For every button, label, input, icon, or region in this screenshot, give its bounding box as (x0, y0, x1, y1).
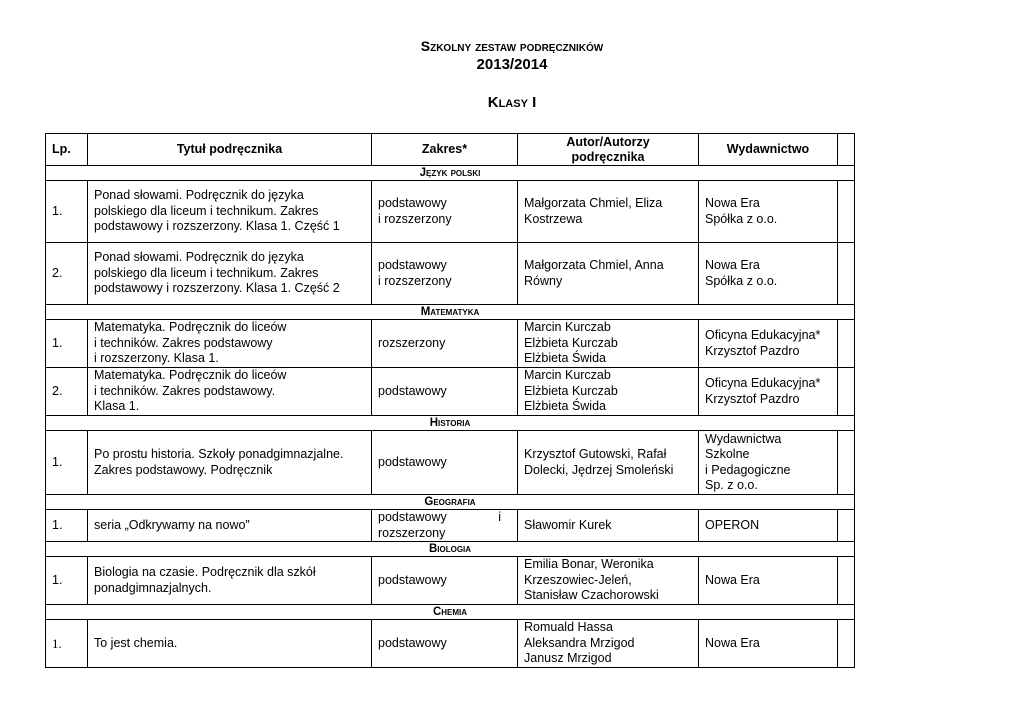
book-title: seria „Odkrywamy na nowo” (88, 510, 372, 542)
school-year: 2013/2014 (476, 56, 548, 73)
book-publisher: Oficyna Edukacyjna* Krzysztof Pazdro (699, 368, 838, 416)
book-scope: rozszerzony (372, 320, 518, 368)
empty-cell (838, 620, 855, 668)
book-publisher: Wydawnictwa Szkolne i Pedagogiczne Sp. z o.o. (699, 431, 838, 495)
section-label: Język polski (46, 166, 855, 181)
section-label: Geografia (46, 495, 855, 510)
table-row (46, 243, 855, 305)
book-scope: podstawowy (372, 368, 518, 416)
book-scope: podstawowy (372, 620, 518, 668)
book-title: Ponad słowami. Podręcznik do języka polskiego dla liceum i technikum. Zakres podstawowy i rozszerzony. Klasa 1. Część 2 (88, 243, 372, 305)
book-scope: podstawowy (372, 431, 518, 495)
book-title: Ponad słowami. Podręcznik do języka polskiego dla liceum i technikum. Zakres podstawowy i rozszerzony. Klasa 1. Część 1 (88, 181, 372, 243)
book-scope: podstawowy i rozszerzony (372, 510, 518, 542)
empty-cell (838, 368, 855, 416)
book-author: Sławomir Kurek (518, 510, 699, 542)
empty-cell (838, 510, 855, 542)
book-author: Romuald Hassa Aleksandra Mrzigod Janusz Mrzigod (518, 620, 699, 668)
section-row-polish (46, 166, 855, 181)
row-number: 1. (46, 320, 88, 368)
table-row (46, 510, 855, 542)
column-header-publisher: Wydawnictwo (699, 134, 838, 166)
empty-cell (838, 181, 855, 243)
book-title: Matematyka. Podręcznik do liceów i techników. Zakres podstawowy i rozszerzony. Klasa 1. (88, 320, 372, 368)
book-publisher: Oficyna Edukacyjna* Krzysztof Pazdro (699, 320, 838, 368)
section-label: Biologia (46, 542, 855, 557)
section-row-chemistry (46, 605, 855, 620)
textbook-table (45, 133, 855, 668)
section-row-geography (46, 495, 855, 510)
empty-cell (838, 320, 855, 368)
book-author: Marcin Kurczab Elżbieta Kurczab Elżbieta Świda (518, 320, 699, 368)
section-row-biology (46, 542, 855, 557)
table-row (46, 181, 855, 243)
table-header-row (46, 134, 855, 166)
empty-column (838, 134, 855, 166)
table-row (46, 368, 855, 416)
book-title: Biologia na czasie. Podręcznik dla szkół ponadgimnazjalnych. (88, 557, 372, 605)
empty-cell (838, 243, 855, 305)
section-label: Historia (46, 416, 855, 431)
row-number: 1. (46, 557, 88, 605)
book-author: Emilia Bonar, Weronika Krzeszowiec-Jeleń, Stanisław Czachorowski (518, 557, 699, 605)
book-title: To jest chemia. (88, 620, 372, 668)
table-row (46, 620, 855, 668)
empty-cell (838, 431, 855, 495)
column-header-author-text: Autor/Autorzy podręcznika (566, 134, 650, 164)
row-number: 1. (46, 620, 88, 668)
book-scope: podstawowy i rozszerzony (372, 243, 518, 305)
book-author: Krzysztof Gutowski, Rafał Dolecki, Jędrzej Smoleński (518, 431, 699, 495)
row-number: 2. (46, 368, 88, 416)
book-publisher: Nowa Era (699, 620, 838, 668)
row-number: 1. (46, 181, 88, 243)
book-publisher: Nowa Era (699, 557, 838, 605)
table-row (46, 320, 855, 368)
section-label: Chemia (46, 605, 855, 620)
row-number: 1. (46, 431, 88, 495)
row-number: 1. (46, 510, 88, 542)
book-publisher: OPERON (699, 510, 838, 542)
book-publisher: Nowa Era Spółka z o.o. (699, 243, 838, 305)
table-row (46, 557, 855, 605)
book-publisher: Nowa Era Spółka z o.o. (699, 181, 838, 243)
column-header-title: Tytuł podręcznika (88, 134, 372, 166)
column-header-author (518, 134, 699, 166)
book-author: Małgorzata Chmiel, Anna Równy (518, 243, 699, 305)
section-label: Matematyka (46, 305, 855, 320)
section-row-history (46, 416, 855, 431)
document-title: Szkolny zestaw podręczników (420, 38, 604, 54)
column-header-lp: Lp. (46, 134, 88, 166)
book-author: Marcin Kurczab Elżbieta Kurczab Elżbieta Świda (518, 368, 699, 416)
book-scope: podstawowy (372, 557, 518, 605)
empty-cell (838, 557, 855, 605)
book-title: Po prostu historia. Szkoły ponadgimnazjalne. Zakres podstawowy. Podręcznik (88, 431, 372, 495)
section-row-math (46, 305, 855, 320)
book-title: Matematyka. Podręcznik do liceów i techników. Zakres podstawowy. Klasa 1. (88, 368, 372, 416)
column-header-zakres: Zakres* (372, 134, 518, 166)
book-author: Małgorzata Chmiel, Eliza Kostrzewa (518, 181, 699, 243)
class-label: Klasy I (487, 94, 537, 111)
table-row (46, 431, 855, 495)
row-number: 2. (46, 243, 88, 305)
book-scope: podstawowy i rozszerzony (372, 181, 518, 243)
